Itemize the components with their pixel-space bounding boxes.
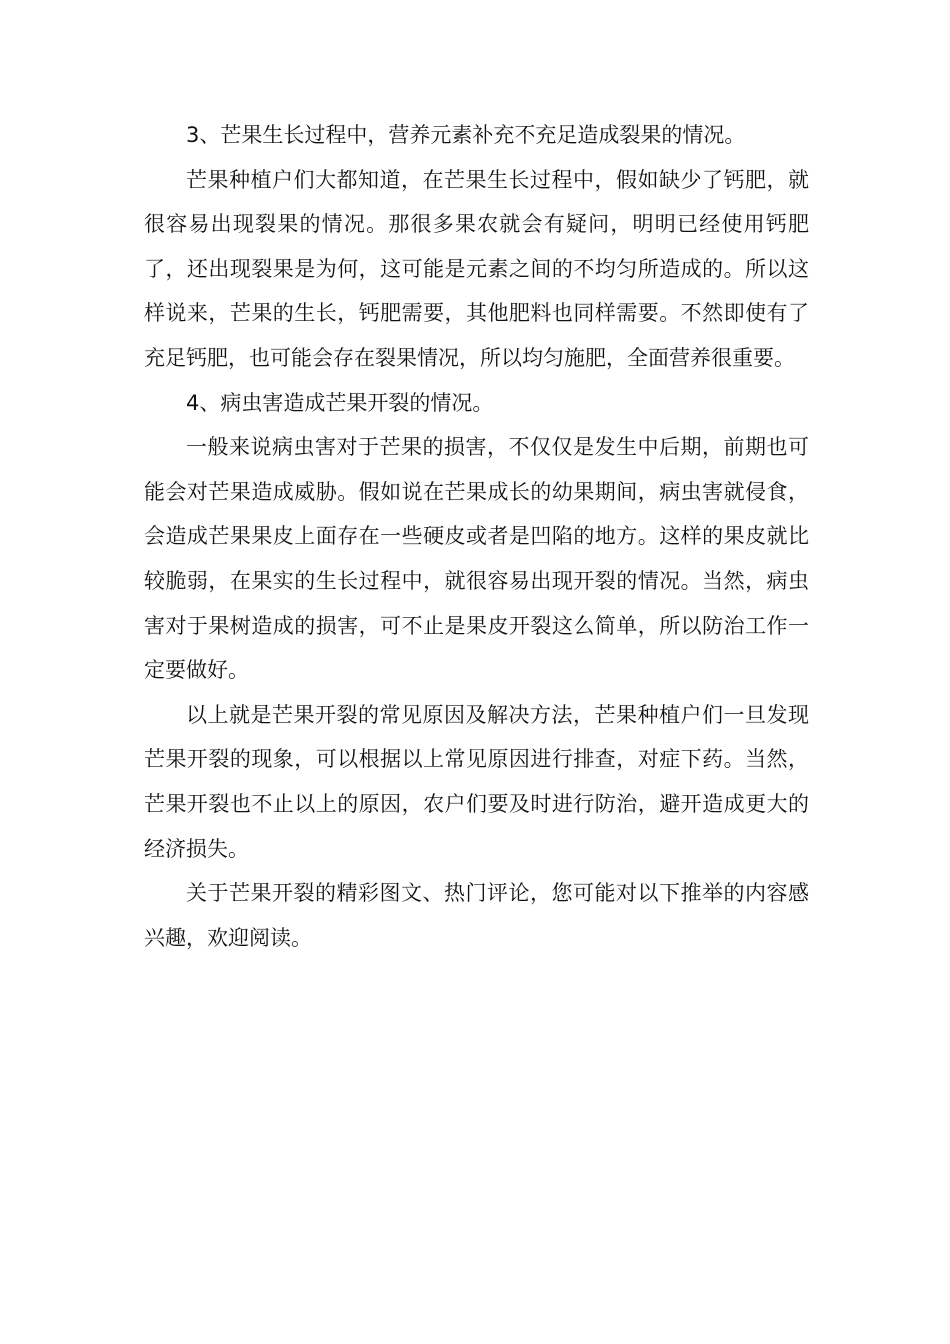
paragraph-summary: 以上就是芒果开裂的常见原因及解决方法，芒果种植户们一旦发现芒果开裂的现象，可以根据以上常见原因进行排查，对症下药。当然，芒果开裂也不止以上的原因，农户们要及时进行防治，避开造成更大的经济损失。 bbox=[144, 702, 809, 861]
paragraph-calcium-fertilizer: 芒果种植户们大都知道，在芒果生长过程中，假如缺少了钙肥，就很容易出现裂果的情况。那很多果农就会有疑问，明明已经使用钙肥了，还出现裂果是为何，这可能是元素之间的不均匀所造成的。所以这样说来，芒果的生长，钙肥需要，其他肥料也同样需要。不然即使有了充足钙肥，也可能会存在裂果情况，所以均匀施肥，全面营养很重要。 bbox=[144, 167, 809, 370]
paragraph-pests-heading: 4、病虫害造成芒果开裂的情况。 bbox=[186, 390, 494, 415]
paragraph-pest-damage: 一般来说病虫害对于芒果的损害，不仅仅是发生中后期，前期也可能会对芒果造成威胁。假如说在芒果成长的幼果期间，病虫害就侵食，会造成芒果果皮上面存在一些硬皮或者是凹陷的地方。这样的果皮就比较脆弱，在果实的生长过程中，就很容易出现开裂的情况。当然，病虫害对于果树造成的损害，可不止是果皮开裂这么简单，所以防治工作一定要做好。 bbox=[144, 435, 809, 683]
paragraph-nutrition-heading: 3、芒果生长过程中，营养元素补充不充足造成裂果的情况。 bbox=[186, 123, 746, 147]
paragraph-recommendation: 关于芒果开裂的精彩图文、热门评论，您可能对以下推举的内容感兴趣，欢迎阅读。 bbox=[144, 881, 809, 950]
document-body bbox=[144, 113, 809, 960]
